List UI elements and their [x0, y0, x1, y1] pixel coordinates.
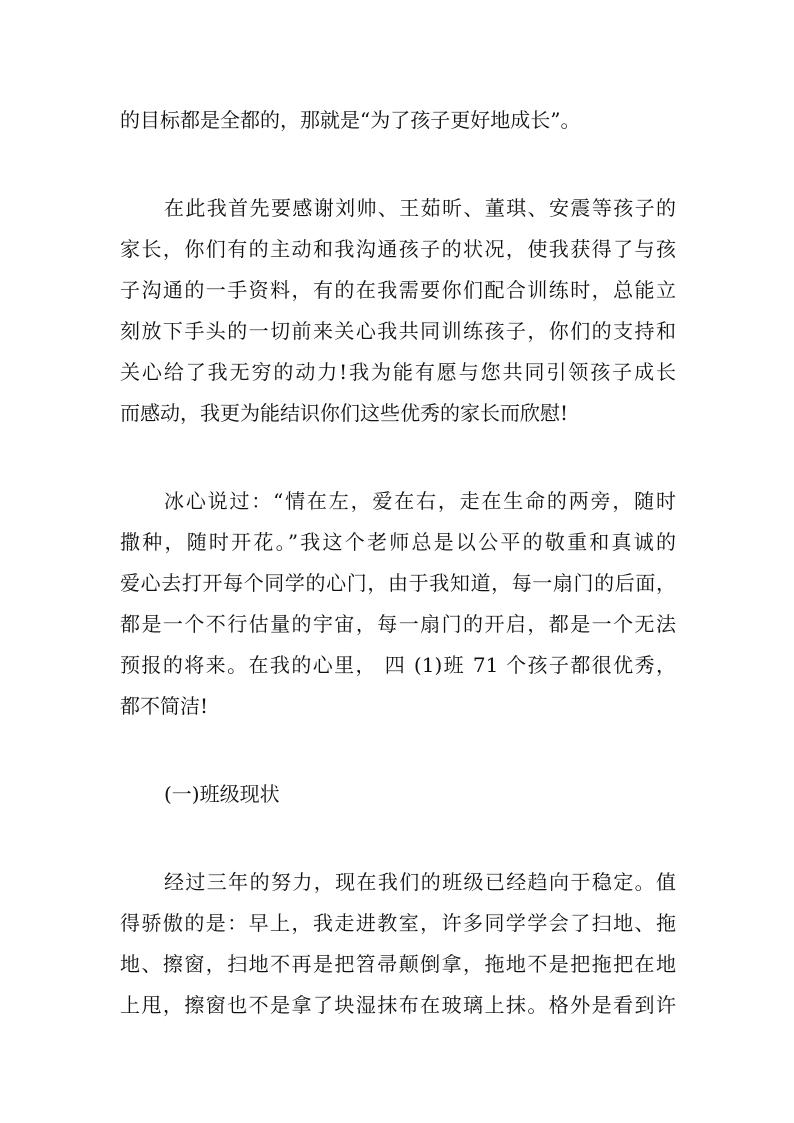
paragraph-line: 刻放下手头的一切前来关心我共同训练孩子，你们的支持和	[120, 319, 676, 343]
paragraph-gap	[120, 727, 676, 774]
paragraph-status	[120, 862, 676, 1026]
paragraph-line: 预报的将来。在我的心里， 四 (1)班 71 个孩子都很优秀，	[120, 653, 676, 677]
paragraph-line: 得骄傲的是：早上，我走进教室，许多同学学会了扫地、拖	[120, 911, 676, 935]
paragraph-line: 上甩，擦窗也不是拿了块湿抹布在玻璃上抹。格外是看到许	[120, 993, 676, 1017]
document-body	[120, 100, 676, 1026]
paragraph-line: 冰心说过：“情在左，爱在右，走在生命的两旁，随时	[164, 489, 676, 513]
paragraph-thanks	[120, 188, 676, 434]
paragraph-intro	[120, 100, 676, 141]
paragraph-line: 而感动，我更为能结识你们这些优秀的家长而欣慰!	[120, 401, 569, 425]
section-heading	[120, 774, 676, 815]
paragraph-line: 家长，你们有的主动和我沟通孩子的状况，使我获得了与孩	[120, 237, 676, 261]
section-heading-text: (一)班级现状	[164, 782, 280, 806]
paragraph-line: 都是一个不行估量的宇宙，每一扇门的开启，都是一个无法	[120, 612, 676, 636]
paragraph-line: 撒种，随时开花。”我这个老师总是以公平的敬重和真诚的	[120, 530, 676, 554]
paragraph-line: 都不简洁!	[120, 694, 209, 718]
paragraph-line: 在此我首先要感谢刘帅、王茹昕、董琪、安震等孩子的	[164, 196, 676, 220]
paragraph-line: 的目标都是全都的，那就是“为了孩子更好地成长”。	[120, 108, 581, 132]
paragraph-gap	[120, 434, 676, 481]
paragraph-line: 爱心去打开每个同学的心门，由于我知道，每一扇门的后面，	[120, 571, 676, 595]
paragraph-line: 关心给了我无穷的动力!我为能有愿与您共同引领孩子成长	[120, 360, 676, 384]
paragraph-bingxin	[120, 481, 676, 727]
paragraph-line: 地、擦窗，扫地不再是把笤帚颠倒拿，拖地不是把拖把在地	[120, 952, 676, 976]
paragraph-gap	[120, 141, 676, 188]
paragraph-gap	[120, 815, 676, 862]
paragraph-line: 子沟通的一手资料，有的在我需要你们配合训练时，总能立	[120, 278, 676, 302]
paragraph-line: 经过三年的努力，现在我们的班级已经趋向于稳定。值	[164, 870, 676, 894]
